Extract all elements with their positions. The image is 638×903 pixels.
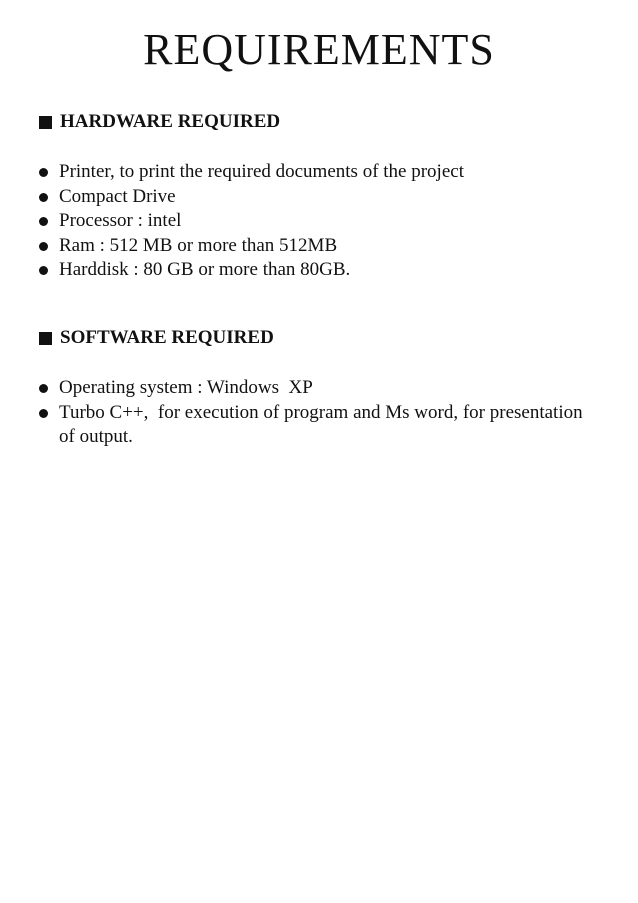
list-item-text: Processor : intel <box>59 210 182 231</box>
list-item <box>37 258 597 283</box>
round-bullet-icon <box>39 266 48 275</box>
round-bullet-icon <box>39 409 48 418</box>
round-bullet-icon <box>39 193 48 202</box>
square-bullet-icon <box>39 332 52 345</box>
list-item <box>37 234 597 259</box>
software-heading <box>37 326 274 350</box>
hardware-heading <box>37 110 280 134</box>
list-item-text: Compact Drive <box>59 185 176 207</box>
round-bullet-icon <box>39 217 48 226</box>
list-item-text: Harddisk : 80 GB or more than 80GB. <box>59 259 351 280</box>
page-title: REQUIREMENTS <box>143 25 495 74</box>
list-item-text: Turbo C++, for execution of program and Ms word, for presentation of output. <box>59 401 588 447</box>
round-bullet-icon <box>39 242 48 251</box>
square-bullet-icon <box>39 116 52 129</box>
hardware-list <box>37 160 597 283</box>
round-bullet-icon <box>39 384 48 393</box>
round-bullet-icon <box>39 168 48 177</box>
list-item <box>37 401 597 450</box>
list-item <box>37 376 597 401</box>
software-heading-label: SOFTWARE REQUIRED <box>60 327 274 348</box>
software-list <box>37 376 597 450</box>
list-item-text: Operating system : Windows XP <box>59 377 313 398</box>
hardware-heading-label: HARDWARE REQUIRED <box>60 111 281 132</box>
list-item <box>37 185 597 210</box>
list-item <box>37 160 597 185</box>
list-item-text: Ram : 512 MB or more than 512MB <box>59 234 338 256</box>
list-item-text: Printer, to print the required documents of the project <box>59 161 464 182</box>
list-item <box>37 209 597 234</box>
